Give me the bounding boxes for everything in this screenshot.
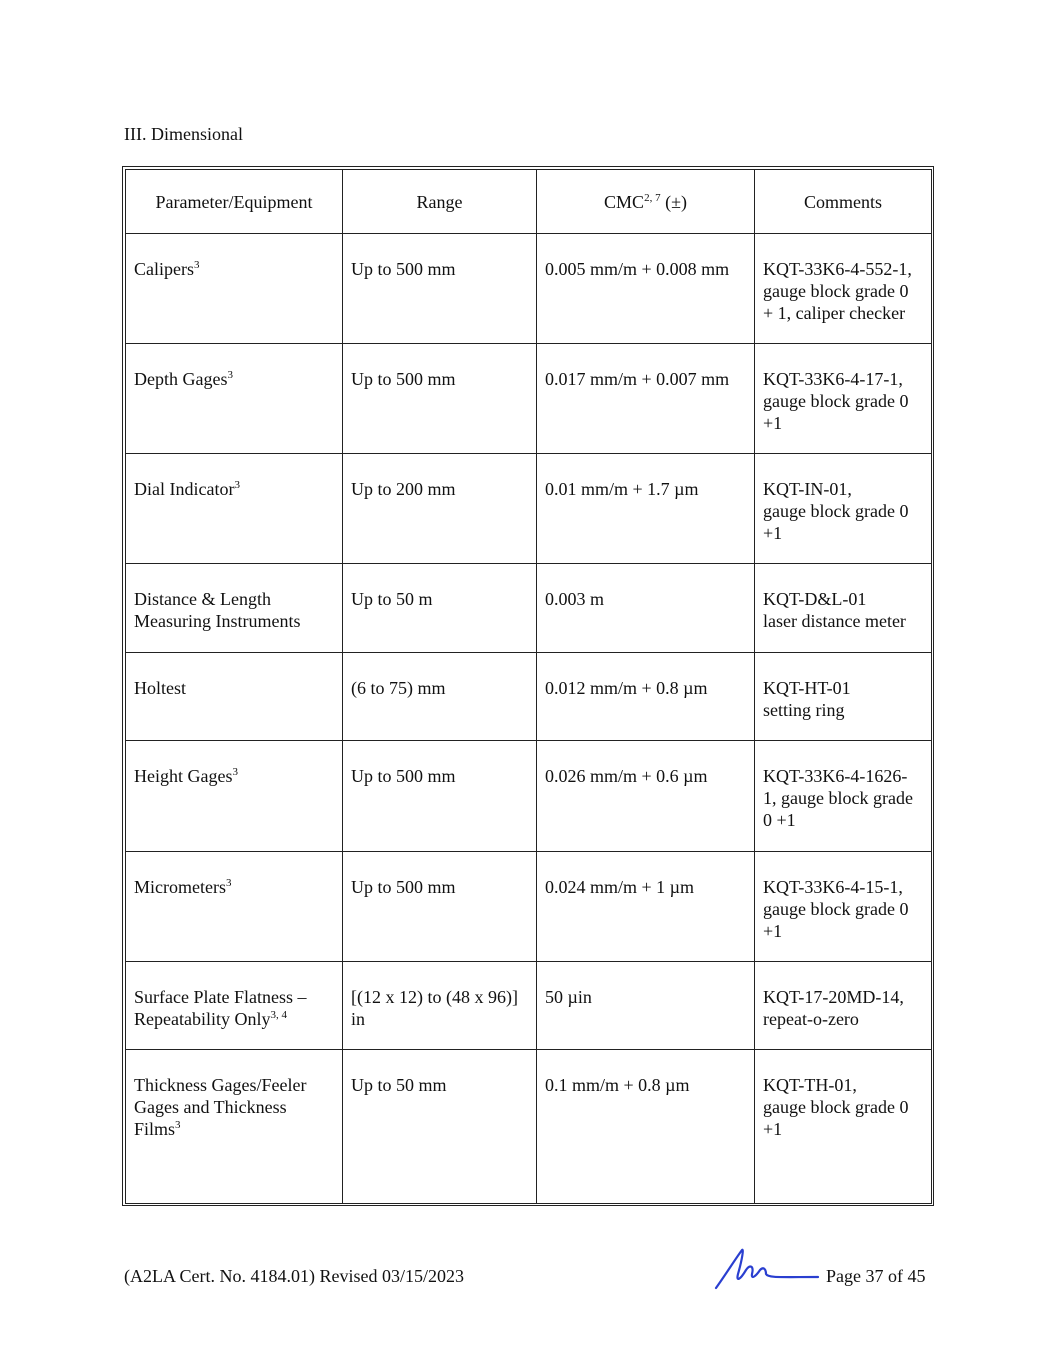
cell-range: Up to 50 mm (343, 1050, 537, 1204)
dimensional-table-frame (122, 166, 934, 1206)
cell-parameter: Calipers$^3$ (126, 234, 343, 344)
table-row (126, 653, 932, 741)
header-cmc: CMC$^{2, 7}$ (±) (537, 170, 755, 234)
table-row (126, 741, 932, 852)
cell-range: Up to 500 mm (343, 852, 537, 962)
cell-range: [(12 x 12) to (48 x 96)] in (343, 962, 537, 1050)
table-header-row (126, 170, 932, 234)
cell-parameter: Micrometers$^3$ (126, 852, 343, 962)
cell-comments (755, 852, 932, 962)
comment-line: KQT-HT-01 (763, 678, 851, 698)
header-range: Range (343, 170, 537, 234)
table-row (126, 1050, 932, 1204)
comment-line: +1 (763, 413, 783, 433)
comment-line: KQT-TH-01, (763, 1075, 857, 1095)
comment-line: +1 (763, 921, 783, 941)
table-row (126, 454, 932, 564)
cell-cmc: 0.005 mm/m + 0.008 mm (537, 234, 755, 344)
comment-line: gauge block grade 0 (763, 501, 909, 521)
cell-cmc: 50 µin (537, 962, 755, 1050)
header-parameter: Parameter/Equipment (126, 170, 343, 234)
cell-cmc: 0.012 mm/m + 0.8 µm (537, 653, 755, 741)
cell-cmc: 0.024 mm/m + 1 µm (537, 852, 755, 962)
table-row (126, 564, 932, 653)
comment-line: +1 (763, 523, 783, 543)
comment-line: KQT-17-20MD-14, (763, 987, 904, 1007)
comment-line: 1, gauge block grade (763, 788, 913, 808)
table-row (126, 344, 932, 454)
comment-line: +1 (763, 1119, 783, 1139)
comment-line: KQT-33K6-4-17-1, (763, 369, 903, 389)
cell-range: Up to 500 mm (343, 741, 537, 852)
dimensional-table (125, 169, 932, 1204)
cell-range: (6 to 75) mm (343, 653, 537, 741)
header-comments: Comments (755, 170, 932, 234)
cell-comments (755, 1050, 932, 1204)
cell-cmc: 0.01 mm/m + 1.7 µm (537, 454, 755, 564)
cell-comments (755, 234, 932, 344)
cell-parameter: Distance & Length Measuring Instruments (126, 564, 343, 653)
cell-range: Up to 500 mm (343, 234, 537, 344)
comment-line: gauge block grade 0 (763, 899, 909, 919)
cell-parameter: Dial Indicator$^3$ (126, 454, 343, 564)
cell-comments (755, 344, 932, 454)
cell-parameter: Holtest (126, 653, 343, 741)
cell-parameter: Depth Gages$^3$ (126, 344, 343, 454)
cell-parameter: Thickness Gages/Feeler Gages and Thickness Films$^3$ (126, 1050, 343, 1204)
comment-line: KQT-33K6-4-1626- (763, 766, 908, 786)
cell-cmc: 0.1 mm/m + 0.8 µm (537, 1050, 755, 1204)
cell-comments (755, 653, 932, 741)
comment-line: KQT-D&L-01 (763, 589, 867, 609)
cell-parameter: Height Gages$^3$ (126, 741, 343, 852)
comment-line: gauge block grade 0 (763, 281, 909, 301)
comment-line: KQT-IN-01, (763, 479, 852, 499)
comment-line: laser distance meter (763, 611, 906, 631)
comment-line: 0 +1 (763, 810, 796, 830)
table-row (126, 234, 932, 344)
cell-comments (755, 564, 932, 653)
footer-page-number: Page 37 of 45 (826, 1266, 926, 1286)
comment-line: repeat-o-zero (763, 1009, 859, 1029)
table-row (126, 962, 932, 1050)
cell-parameter: Surface Plate Flatness – Repeatability Only$^{3, 4}$ (126, 962, 343, 1050)
footer-cert: (A2LA Cert. No. 4184.01) Revised 03/15/2023 (124, 1266, 464, 1286)
comment-line: gauge block grade 0 (763, 391, 909, 411)
cell-comments (755, 962, 932, 1050)
comment-line: gauge block grade 0 (763, 1097, 909, 1117)
signature-image (712, 1244, 822, 1292)
cell-cmc: 0.003 m (537, 564, 755, 653)
comment-line: KQT-33K6-4-552-1, (763, 259, 912, 279)
comment-line: + 1, caliper checker (763, 303, 906, 323)
cell-range: Up to 200 mm (343, 454, 537, 564)
cell-comments (755, 741, 932, 852)
table-row (126, 852, 932, 962)
cell-comments (755, 454, 932, 564)
cell-range: Up to 500 mm (343, 344, 537, 454)
cell-cmc: 0.026 mm/m + 0.6 µm (537, 741, 755, 852)
comment-line: KQT-33K6-4-15-1, (763, 877, 903, 897)
cell-range: Up to 50 m (343, 564, 537, 653)
cell-cmc: 0.017 mm/m + 0.007 mm (537, 344, 755, 454)
comment-line: setting ring (763, 700, 845, 720)
section-title: III. Dimensional (124, 124, 243, 144)
